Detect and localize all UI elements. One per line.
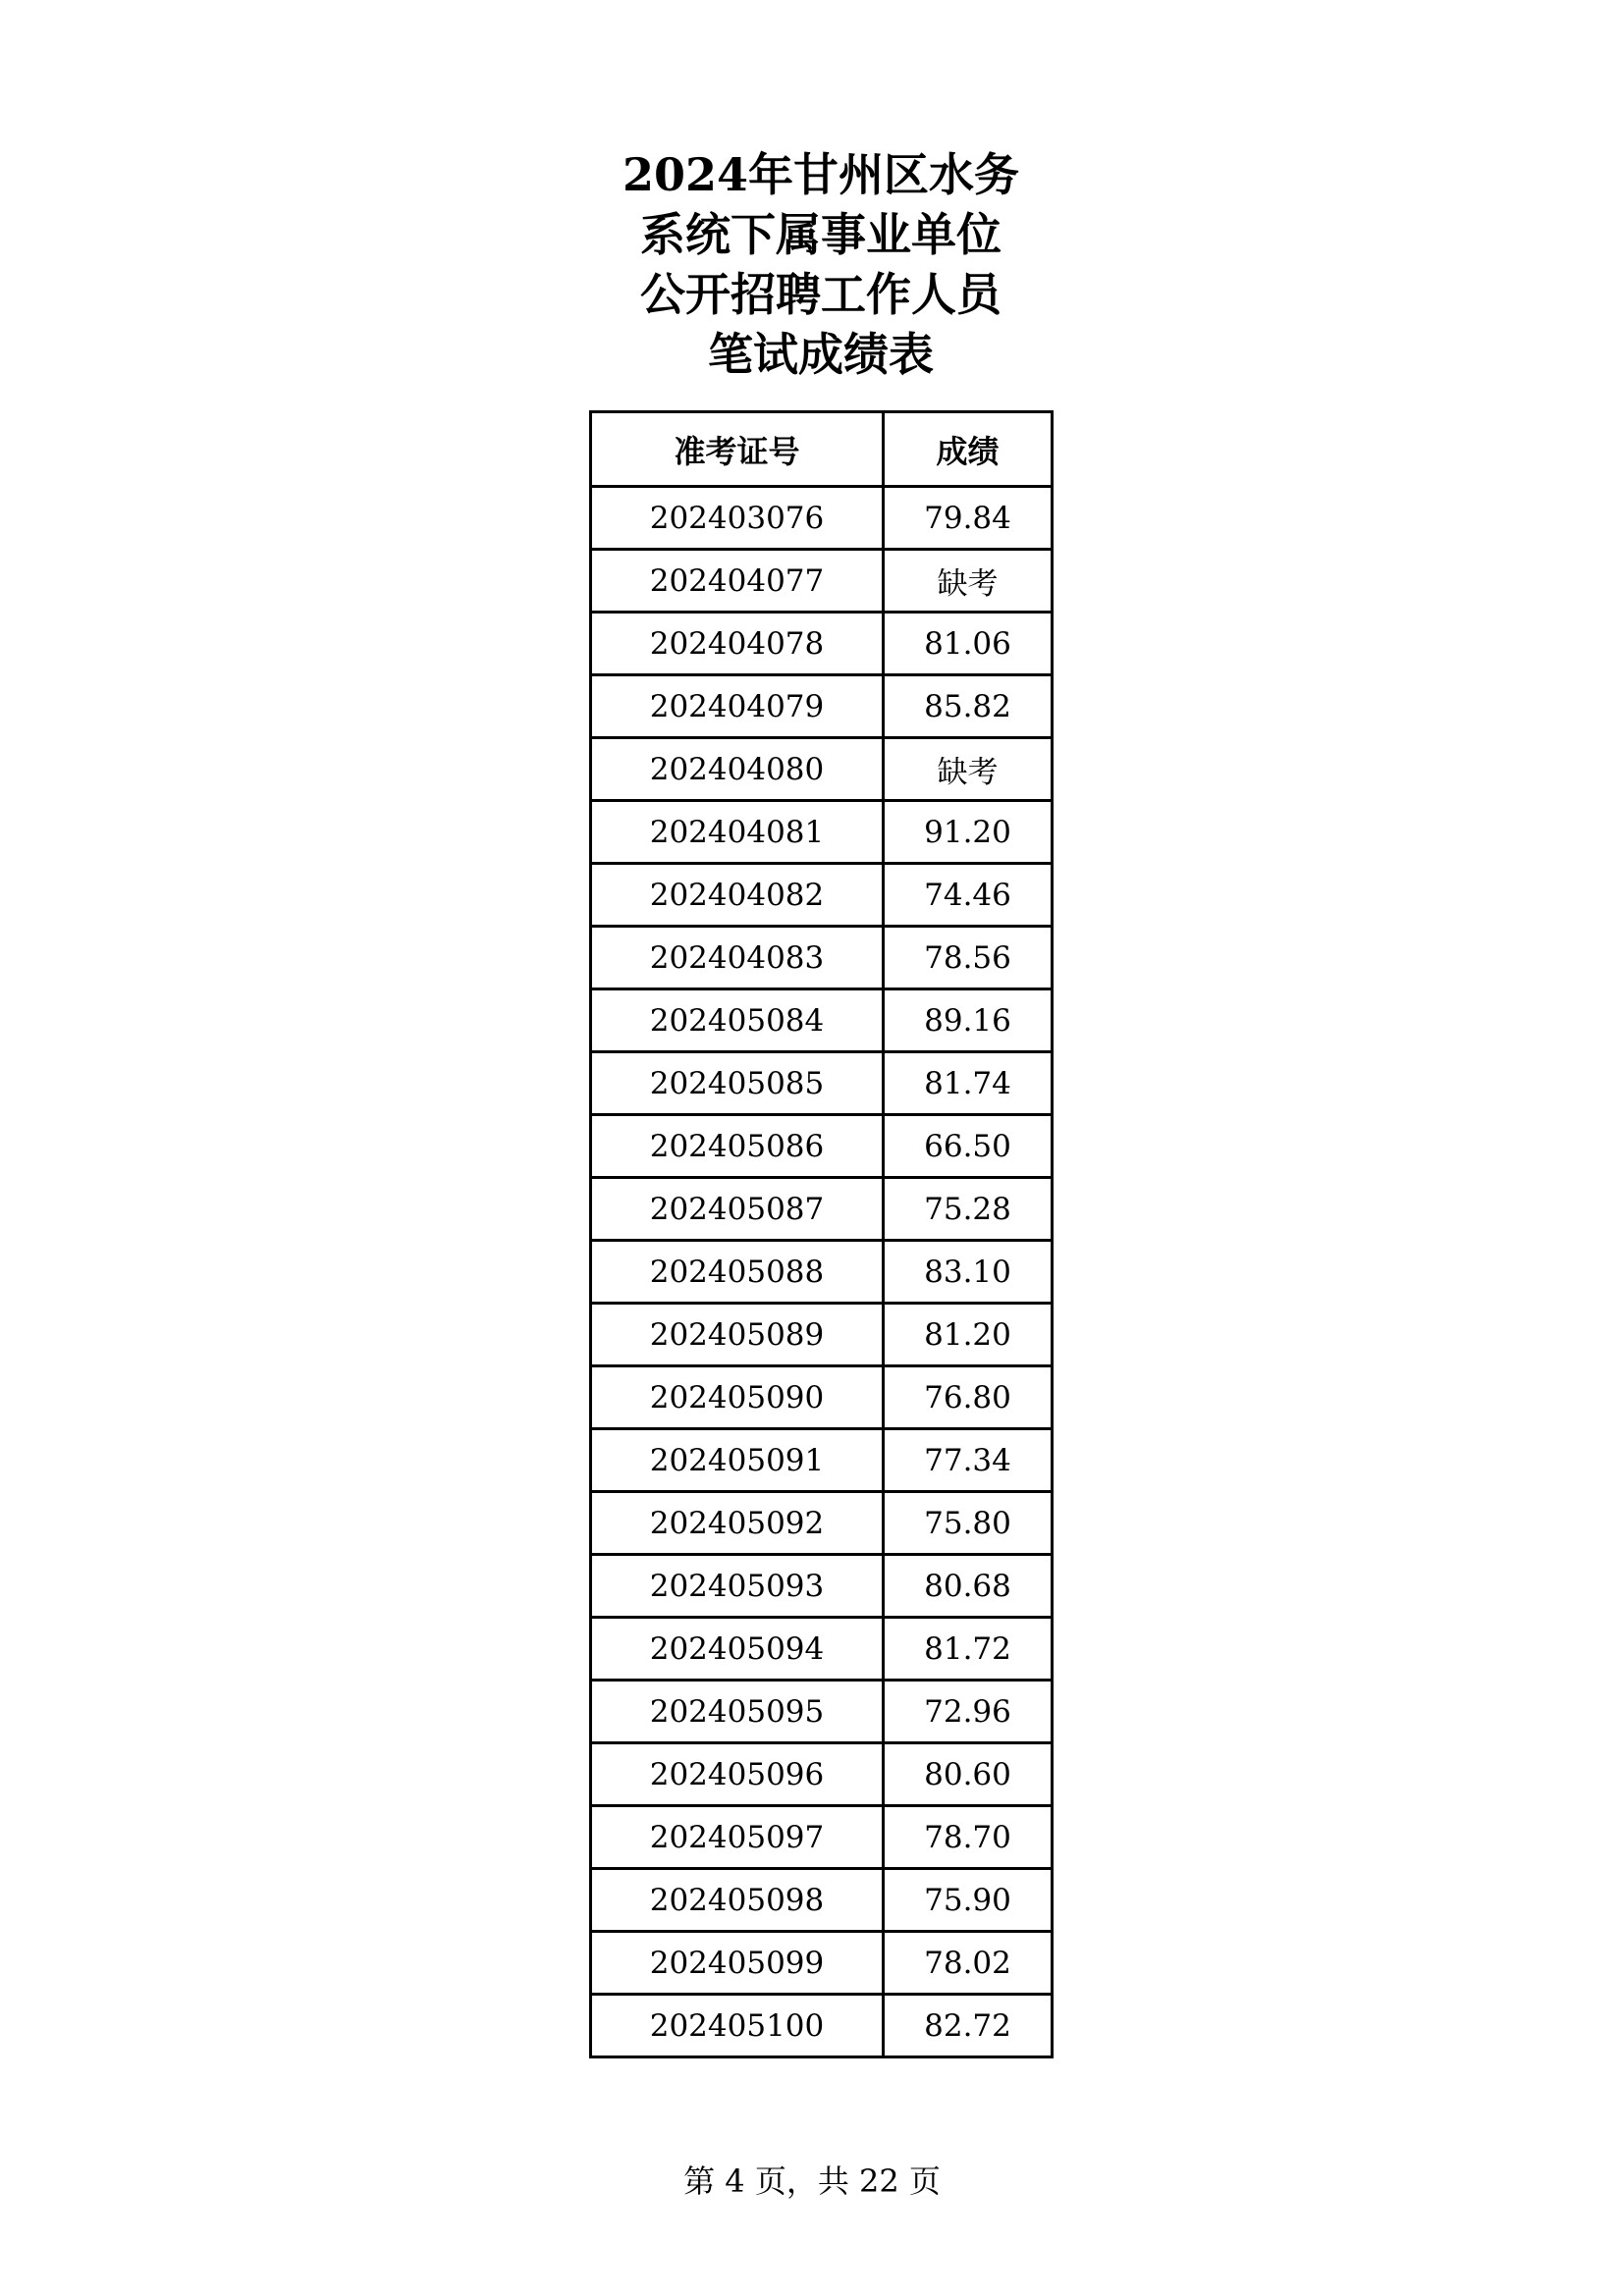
score-cell: 78.70 [884,1806,1053,1869]
table-row [591,1555,1053,1618]
score-cell: 81.06 [884,613,1053,675]
exam-id-cell: 202404077 [591,550,884,613]
exam-id-cell: 202405084 [591,989,884,1052]
document-title [589,145,1053,385]
score-cell: 83.10 [884,1241,1053,1304]
title-line-3: 公开招聘工作人员 [640,268,1001,321]
table-row [591,1681,1053,1743]
table-row [591,1241,1053,1304]
exam-id-cell: 202405089 [591,1304,884,1366]
score-cell: 89.16 [884,989,1053,1052]
exam-id-cell: 202405090 [591,1366,884,1429]
exam-id-cell: 202404081 [591,801,884,864]
table-row [591,1115,1053,1178]
table-row [591,1366,1053,1429]
exam-id-cell: 202405095 [591,1681,884,1743]
score-cell: 80.60 [884,1743,1053,1806]
header-score: 成绩 [884,412,1053,487]
exam-id-cell: 202405096 [591,1743,884,1806]
table-row [591,1869,1053,1932]
table-row [591,487,1053,550]
exam-id-cell: 202405094 [591,1618,884,1681]
table-row [591,1932,1053,1995]
score-cell: 81.20 [884,1304,1053,1366]
table-header-row [591,412,1053,487]
table-row [591,738,1053,801]
table-row [591,1304,1053,1366]
title-line-4: 笔试成绩表 [708,328,934,381]
table-row [591,613,1053,675]
exam-id-cell: 202405092 [591,1492,884,1555]
score-cell: 78.02 [884,1932,1053,1995]
table-row [591,1743,1053,1806]
exam-id-cell: 202405086 [591,1115,884,1178]
title-line-1: 2024年甘州区水务 [622,148,1020,201]
exam-id-cell: 202404080 [591,738,884,801]
table-row [591,801,1053,864]
table-row [591,1178,1053,1241]
table-row [591,1429,1053,1492]
page-number: 第 4 页，共 22 页 [683,2163,941,2200]
score-cell: 74.46 [884,864,1053,927]
score-cell: 81.72 [884,1618,1053,1681]
exam-id-cell: 202403076 [591,487,884,550]
title-line-2: 系统下属事业单位 [640,208,1001,261]
score-cell: 78.56 [884,927,1053,989]
score-table [589,410,1054,2058]
exam-id-cell: 202405085 [591,1052,884,1115]
table-row [591,1995,1053,2057]
score-cell: 75.90 [884,1869,1053,1932]
header-exam-id: 准考证号 [591,412,884,487]
score-cell: 80.68 [884,1555,1053,1618]
exam-id-cell: 202405098 [591,1869,884,1932]
exam-id-cell: 202405093 [591,1555,884,1618]
exam-id-cell: 202405097 [591,1806,884,1869]
score-cell: 75.28 [884,1178,1053,1241]
table-row [591,675,1053,738]
table-row [591,1052,1053,1115]
score-cell: 缺考 [884,738,1053,801]
score-cell: 72.96 [884,1681,1053,1743]
exam-id-cell: 202405100 [591,1995,884,2057]
exam-id-cell: 202404079 [591,675,884,738]
table-body [591,487,1053,2057]
score-cell: 81.74 [884,1052,1053,1115]
exam-id-cell: 202405099 [591,1932,884,1995]
score-cell: 75.80 [884,1492,1053,1555]
table-row [591,989,1053,1052]
table-row [591,1618,1053,1681]
exam-id-cell: 202404078 [591,613,884,675]
exam-id-cell: 202404082 [591,864,884,927]
table-row [591,550,1053,613]
table-row [591,1806,1053,1869]
exam-id-cell: 202405087 [591,1178,884,1241]
table-row [591,864,1053,927]
score-cell: 79.84 [884,487,1053,550]
score-cell: 77.34 [884,1429,1053,1492]
table-row [591,1492,1053,1555]
score-cell: 缺考 [884,550,1053,613]
exam-id-cell: 202405091 [591,1429,884,1492]
table-row [591,927,1053,989]
score-cell: 66.50 [884,1115,1053,1178]
score-cell: 82.72 [884,1995,1053,2057]
score-cell: 76.80 [884,1366,1053,1429]
score-cell: 85.82 [884,675,1053,738]
score-cell: 91.20 [884,801,1053,864]
exam-id-cell: 202405088 [591,1241,884,1304]
exam-id-cell: 202404083 [591,927,884,989]
